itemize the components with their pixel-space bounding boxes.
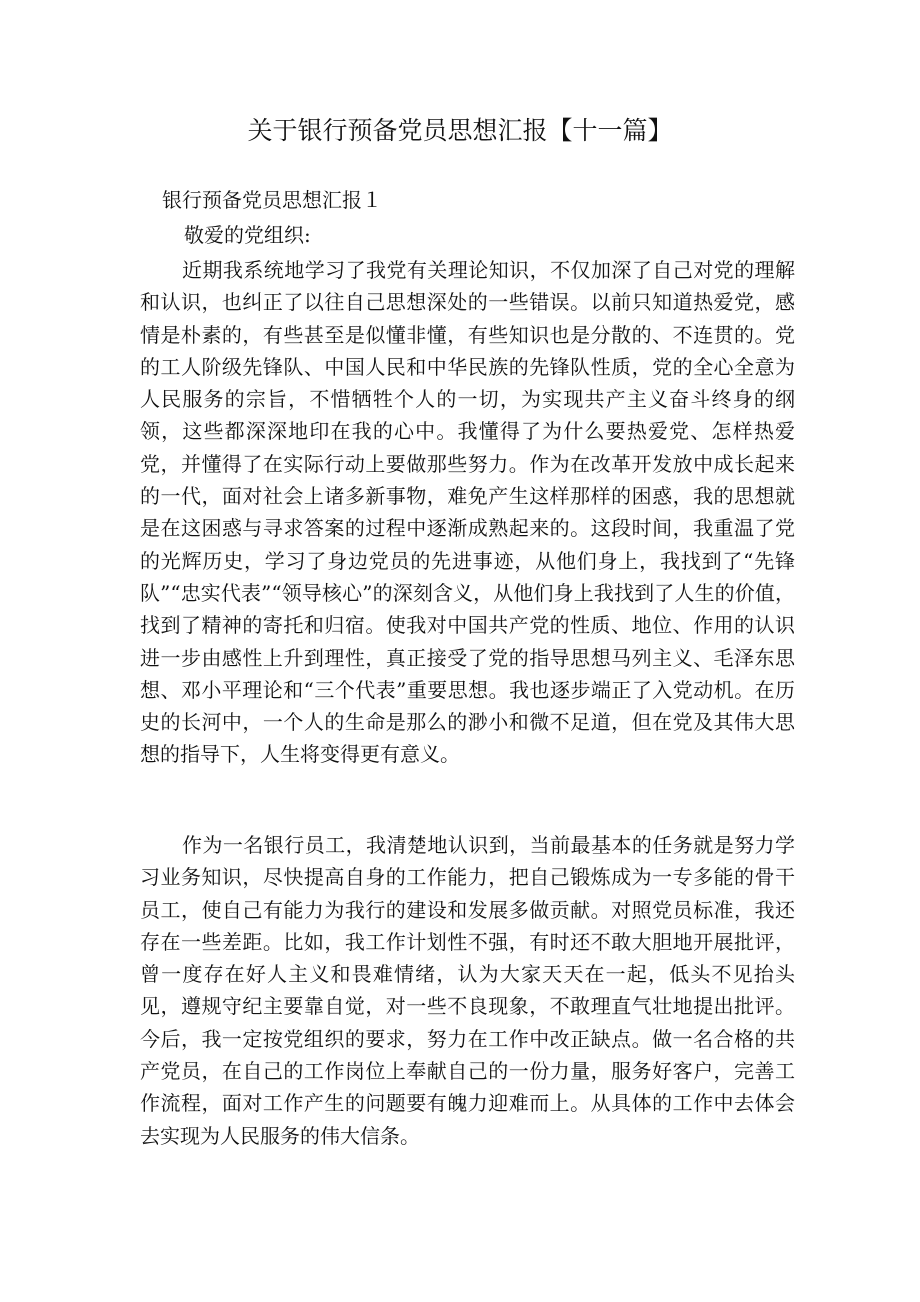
document-title: 关于银行预备党员思想汇报【十一篇】 <box>247 116 673 145</box>
body-paragraph: 近期我系统地学习了我党有关理论知识，不仅加深了自己对党的理解和认识，也纠正了以往自己思想深处的一些错误。以前只知道热爱党，感情是朴素的，有些甚至是似懂非懂，有些知识也是分散的、不连贯的。党的工人阶级先锋队、中国人民和中华民族的先锋队性质，党的全心全意为人民服务的宗旨，不惜牺牲个人的一切，为实现共产主义奋斗终身的纲领，这些都深深地印在我的心中。我懂得了为什么要热爱党、怎样热爱党，并懂得了在实际行动上要做那些努力。作为在改革开发放中成长起来的一代，面对社会上诸多新事物，难免产生这样那样的困惑，我的思想就是在这困惑与寻求答案的过程中逐渐成熟起来的。这段时间，我重温了党的光辉历史，学习了身边党员的先进事迹，从他们身上，我找到了“先锋队”“忠实代表”“领导核心”的深刻含义，从他们身上我找到了人生的价值，找到了精神的寄托和归宿。使我对中国共产党的性质、地位、作用的认识进一步由感性上升到理性，真正接受了党的指导思想马列主义、毛泽东思想、邓小平理论和“三个代表”重要思想。我也逐步端正了入党动机。在历史的长河中，一个人的生命是那么的渺小和微不足道，但在党及其伟大思想的指导下，人生将变得更有意义。 <box>140 258 795 767</box>
section-heading: 银行预备党员思想汇报１ <box>162 188 382 212</box>
body-paragraph: 作为一名银行员工，我清楚地认识到，当前最基本的任务就是努力学习业务知识，尽快提高自身的工作能力，把自己锻炼成为一专多能的骨干员工，使自己有能力为我行的建设和发展多做贡献。对照党员标准，我还存在一些差距。比如，我工作计划性不强，有时还不敢大胆地开展批评，曾一度存在好人主义和畏难情绪，认为大家天天在一起，低头不见抬头见，遵规守纪主要靠自觉，对一些不良现象，不敢理直气壮地提出批评。今后，我一定按党组织的要求，努力在工作中改正缺点。做一名合格的共产党员，在自己的工作岗位上奉献自己的一份力量，服务好客户，完善工作流程，面对工作产生的问题要有魄力迎难而上。从具体的工作中去体会去实现为人民服务的伟大信条。 <box>140 833 795 1148</box>
salutation: 敬爱的党组织: <box>184 223 311 247</box>
